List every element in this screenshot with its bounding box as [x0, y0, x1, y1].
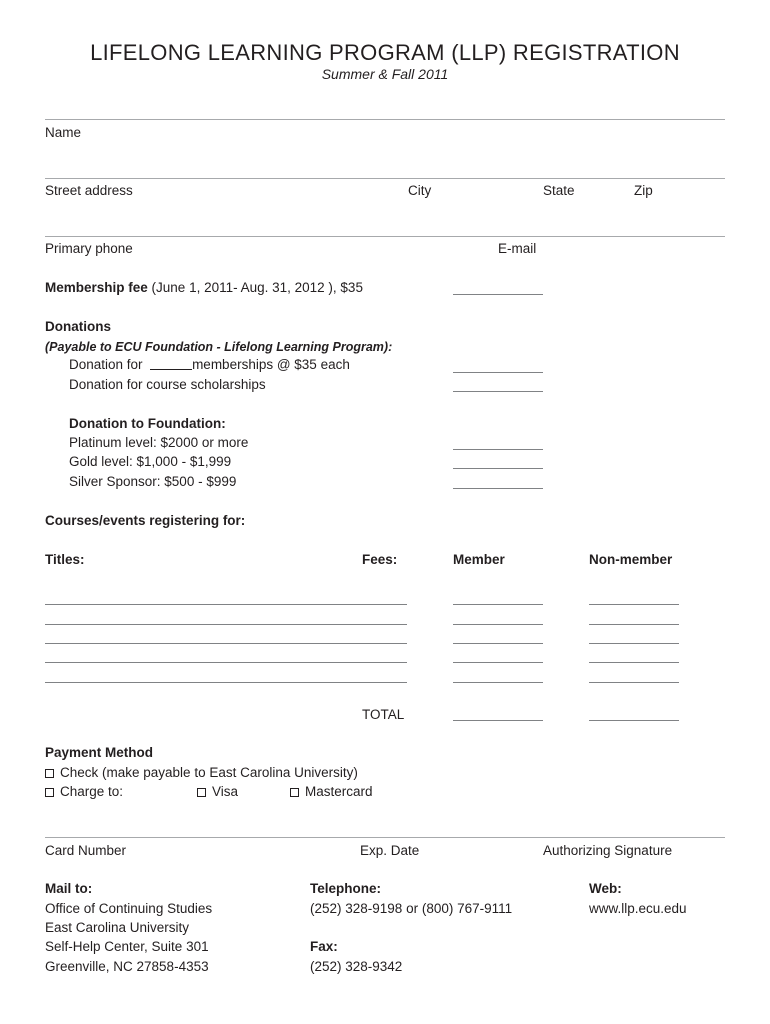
mail-address-line: Self-Help Center, Suite 301: [45, 939, 209, 954]
donation-memberships-line: [69, 357, 350, 373]
total-label: TOTAL: [362, 707, 405, 722]
web-link[interactable]: www.llp.ecu.edu: [589, 901, 687, 916]
course-member-fee-field[interactable]: [453, 643, 543, 644]
donation-memberships-amount-field[interactable]: [453, 372, 543, 373]
mastercard-option: [290, 784, 373, 800]
membership-count-field[interactable]: [150, 357, 192, 370]
platinum-level-label: Platinum level: $2000 or more: [69, 435, 249, 450]
course-title-field[interactable]: [45, 624, 407, 625]
membership-fee-amount-field[interactable]: [453, 294, 543, 295]
course-member-fee-field[interactable]: [453, 604, 543, 605]
course-title-field[interactable]: [45, 662, 407, 663]
course-member-fee-field[interactable]: [453, 624, 543, 625]
course-nonmember-fee-field[interactable]: [589, 643, 679, 644]
city-label: City: [408, 183, 432, 198]
primary-phone-label: Primary phone: [45, 241, 133, 256]
name-label: Name: [45, 125, 82, 140]
charge-checkbox[interactable]: [45, 788, 54, 797]
course-title-field[interactable]: [45, 604, 407, 605]
charge-label: Charge to:: [60, 784, 124, 799]
payment-method-heading: Payment Method: [45, 745, 154, 760]
check-label: Check (make payable to East Carolina University): [60, 765, 358, 780]
zip-field[interactable]: [634, 200, 724, 233]
mastercard-label: Mastercard: [305, 784, 373, 799]
check-option: [45, 765, 358, 781]
fees-column-header: Fees:: [362, 552, 398, 567]
divider: [45, 178, 725, 179]
silver-amount-field[interactable]: [453, 488, 543, 489]
course-nonmember-fee-field[interactable]: [589, 604, 679, 605]
street-address-field[interactable]: [45, 200, 405, 233]
primary-phone-field[interactable]: [150, 240, 490, 258]
authorizing-signature-label: Authorizing Signature: [543, 843, 673, 858]
mail-address-line: East Carolina University: [45, 920, 190, 935]
course-title-field[interactable]: [45, 682, 407, 683]
course-nonmember-fee-field[interactable]: [589, 682, 679, 683]
visa-checkbox[interactable]: [197, 788, 206, 797]
page-title: LIFELONG LEARNING PROGRAM (LLP) REGISTRATION: [90, 40, 680, 65]
gold-amount-field[interactable]: [453, 468, 543, 469]
foundation-heading: Donation to Foundation:: [69, 416, 226, 431]
course-member-fee-field[interactable]: [453, 662, 543, 663]
course-member-fee-field[interactable]: [453, 682, 543, 683]
gold-level-label: Gold level: $1,000 - $1,999: [69, 454, 232, 469]
mastercard-checkbox[interactable]: [290, 788, 299, 797]
membership-fee-label: Membership fee: [45, 280, 148, 295]
total-member-field[interactable]: [453, 720, 543, 721]
email-field[interactable]: [548, 240, 724, 258]
charge-option: [45, 784, 123, 800]
visa-option: [197, 784, 238, 800]
telephone-value: (252) 328-9198 or (800) 767-9111: [310, 901, 513, 916]
state-field[interactable]: [543, 200, 629, 233]
course-scholarships-amount-field[interactable]: [453, 391, 543, 392]
divider: [45, 837, 725, 838]
course-nonmember-fee-field[interactable]: [589, 662, 679, 663]
mail-address-line: Office of Continuing Studies: [45, 901, 213, 916]
membership-fee-line: [45, 280, 363, 296]
telephone-heading: Telephone:: [310, 881, 382, 896]
silver-sponsor-label: Silver Sponsor: $500 - $999: [69, 474, 237, 489]
web-heading: Web:: [589, 881, 622, 896]
email-label: E-mail: [498, 241, 537, 256]
donations-payable-note: (Payable to ECU Foundation - Lifelong Learning Program):: [45, 340, 393, 354]
course-title-field[interactable]: [45, 643, 407, 644]
state-label: State: [543, 183, 575, 198]
card-details-field[interactable]: [45, 805, 725, 835]
course-scholarships-label: Donation for course scholarships: [69, 377, 266, 392]
zip-label: Zip: [634, 183, 653, 198]
membership-fee-detail: (June 1, 2011- Aug. 31, 2012 ), $35: [151, 280, 363, 295]
memberships-rate-label: memberships @ $35 each: [192, 357, 350, 372]
titles-column-header: Titles:: [45, 552, 85, 567]
course-nonmember-fee-field[interactable]: [589, 624, 679, 625]
fax-heading: Fax:: [310, 939, 338, 954]
courses-heading: Courses/events registering for:: [45, 513, 246, 528]
street-address-label: Street address: [45, 183, 133, 198]
check-checkbox[interactable]: [45, 769, 54, 778]
city-field[interactable]: [408, 200, 538, 233]
donations-heading: Donations: [45, 319, 111, 334]
donation-for-label: Donation for: [69, 357, 143, 372]
mail-address-line: Greenville, NC 27858-4353: [45, 959, 209, 974]
member-column-header: Member: [453, 552, 505, 567]
name-field[interactable]: [45, 141, 725, 175]
platinum-amount-field[interactable]: [453, 449, 543, 450]
divider: [45, 119, 725, 120]
visa-label: Visa: [212, 784, 239, 799]
fax-value: (252) 328-9342: [310, 959, 403, 974]
page-subtitle: Summer & Fall 2011: [321, 66, 449, 82]
mail-to-heading: Mail to:: [45, 881, 93, 896]
card-number-label: Card Number: [45, 843, 127, 858]
exp-date-label: Exp. Date: [360, 843, 420, 858]
nonmember-column-header: Non-member: [589, 552, 673, 567]
total-nonmember-field[interactable]: [589, 720, 679, 721]
divider: [45, 236, 725, 237]
